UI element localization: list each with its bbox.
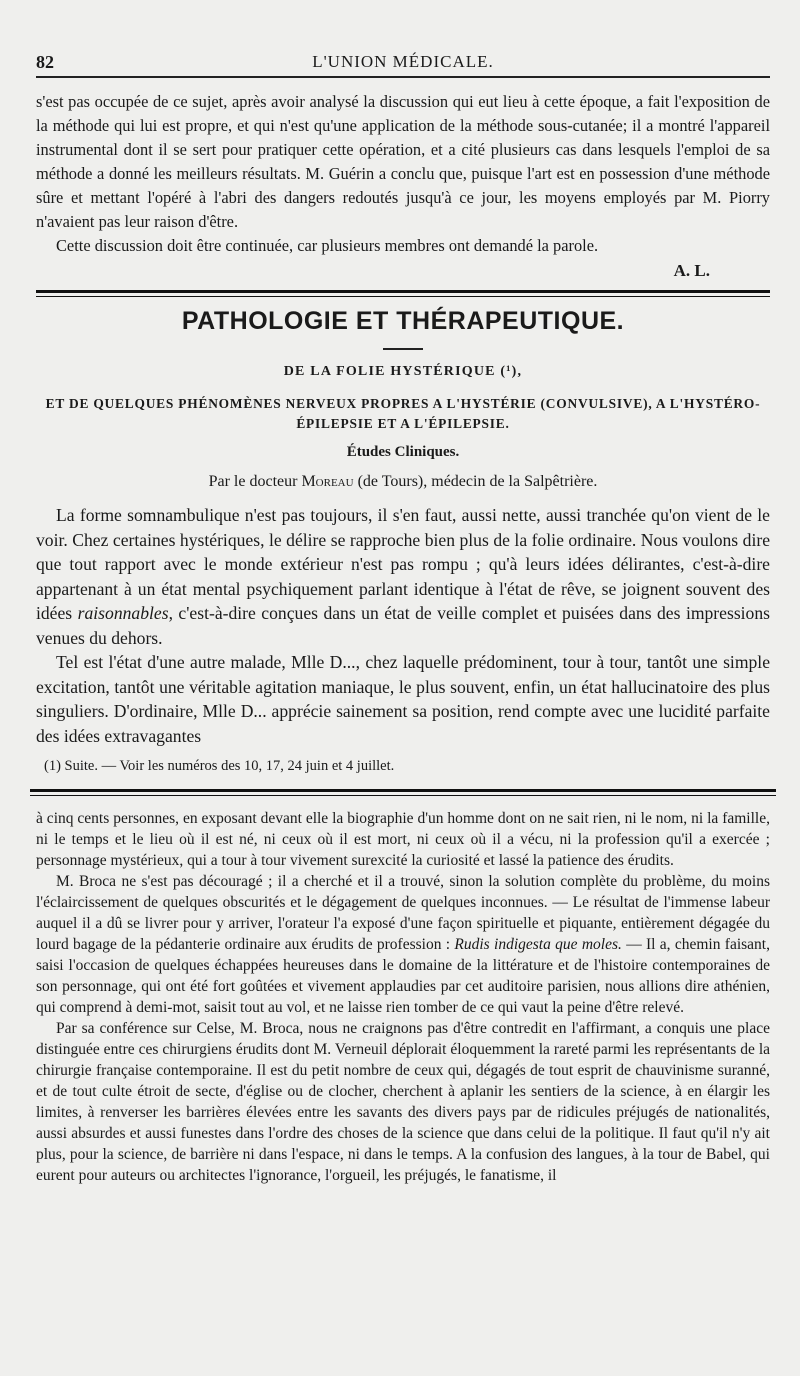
article-text: , c'est-à-dire conçues dans un état de veille complet et puisées dans des impressions venues du dehors. <box>36 603 770 648</box>
byline-prefix: Par le docteur <box>208 473 298 490</box>
page-header <box>36 50 770 78</box>
feuilleton-italic: Rudis indigesta que moles. <box>454 936 622 953</box>
feuilleton-text: — Il a, chemin faisant, saisi l'occasion de quelques échappées heureuses dans le domaine de la littérature et de l'histoire contemporaines de son personnage, qui ont été fort goûtées et vivement applaudies par cet auditoire parisien, nous allions dire athénien, qui comprend à demi-mot, saisit tout au vol, et ne laisse rien tomber de ce qui vaut la peine d'être relevé. <box>36 936 770 1016</box>
article-paragraph <box>36 503 770 650</box>
feuilleton-text: M. Broca ne s'est pas découragé ; il a cherché et il a trouvé, sinon la solution complète du problème, du moins l'éclaircissement de quelques obscurités et le dégagement de quelques inconnues. — Le résultat de l'immense labeur auquel il a dû se livrer pour y arriver, l'orateur l'a exposé d'une façon spirituelle et piquante, entièrement dégagée du lourd bagage de la pédanterie ordinaire aux érudits de profession : <box>36 873 770 953</box>
lead-paragraph: Cette discussion doit être continuée, car plusieurs membres ont demandé la parole. <box>56 236 599 255</box>
feuilleton-paragraph: à cinq cents personnes, en exposant devant elle la biographie d'un homme dont on ne sait rien, ni le nom, ni la famille, ni le temps et le lieu où il est né, ni ceux où il est mort, ni ceux où il a vécu, ni la profession qu'il a exercée ; personnage mystérieux, qui a tour à tour vivement surexcité la curiosité et lassé la patience des érudits. <box>36 810 770 869</box>
author-name: Moreau <box>301 473 354 490</box>
feuilleton-paragraph <box>36 871 770 1018</box>
article-title: DE LA FOLIE HYSTÉRIQUE (¹), <box>283 364 523 379</box>
feuilleton-paragraph: Par sa conférence sur Celse, M. Broca, nous ne craignons pas d'être contredit en l'affirmant, a conquis une place distinguée entre ces chirurgiens érudits dont M. Verneuil déplorait éloquemment la rareté parmi les représentants de la chirurgie française contemporaine. Il est du petit nombre de ceux qui, dégagés de tout esprit de chauvinisme suranné, et de tout culte étroit de secte, d'église ou de clocher, cherchent à aplanir les sentiers de la science, à en élargir les limites, à renverser les barrières élevées entre les savants des divers pays par de ridicules préjugés de nationalités, aussi absurdes et aussi funestes dans l'ordre des choses de la science que dans celui de la politique. Il faut qu'il n'y ait plus, pour la science, de barrière ni dans l'espace, ni dans le temps. A la confusion des langues, à la tour de Babel, qui eurent pour auteurs ou architectes l'ignorance, l'orgueil, les préjugés, le fanatisme, il <box>36 1020 770 1184</box>
article-text: La forme somnambulique n'est pas toujours, il s'en faut, aussi nette, aussi tranchée qu'on vient de le voir. Chez certaines hystériques, le délire se rapproche bien plus de la folie ordinaire. Nous voulons dire que tout rapport avec le monde extérieur n'est pas rompu ; qu'à leurs idées délirantes, c'est-à-dire appartenant à un état mental psychiquement parlant identique à l'état de rêve, se joignent souvent des idées <box>36 505 770 623</box>
journal-title: L'UNION MÉDICALE. <box>312 52 494 71</box>
article-subtitle: ET DE QUELQUES PHÉNOMÈNES NERVEUX PROPRES A L'HYSTÉRIE (CONVULSIVE), A L'HYSTÉRO-ÉPILEPSIE ET A L'ÉPILEPSIE. <box>45 396 761 431</box>
article-byline <box>36 473 770 491</box>
byline-suffix: (de Tours), médecin de la Salpêtrière. <box>357 473 598 490</box>
feuilleton-divider <box>30 789 776 796</box>
article-italic: raisonnables <box>77 603 169 623</box>
section-divider <box>36 290 770 297</box>
article-etudes: Études Cliniques. <box>346 444 460 460</box>
article-paragraph: Tel est l'état d'une autre malade, Mlle D..., chez laquelle prédominent, tour à tour, tantôt une simple excitation, tantôt une véritable agitation maniaque, le plus souvent, enfin, un état hallucinatoire des plus singuliers. D'ordinaire, Mlle D... apprécie sainement sa position, rend compte avec une lucidité parfaite des idées extravagantes <box>36 652 770 746</box>
title-rule <box>383 348 423 350</box>
lead-signature: A. L. <box>673 261 710 280</box>
lead-paragraph: s'est pas occupée de ce sujet, après avoir analysé la discussion qui eut lieu à cette époque, a fait l'exposition de la méthode qui lui est propre, et qui n'est qu'une application de la méthode sous-cutanée; il a montré l'appareil instrumental dont il se sert pour pratiquer cette opération, et a cité plusieurs cas dans lesquels l'emploi de sa méthode a donné les meilleurs résultats. M. Guérin a conclu que, puisque l'art est en possession d'une méthode sûre et mettant l'opéré à l'abri des dangers redoutés jusqu'à ce jour, les moyens employés par M. Piorry n'avaient pas leur raison d'être. <box>36 92 770 231</box>
page-number: 82 <box>36 52 54 72</box>
section-title: PATHOLOGIE ET THÉRAPEUTIQUE. <box>181 307 625 335</box>
footnote: (1) Suite. — Voir les numéros des 10, 17, 24 juin et 4 juillet. <box>44 758 395 774</box>
